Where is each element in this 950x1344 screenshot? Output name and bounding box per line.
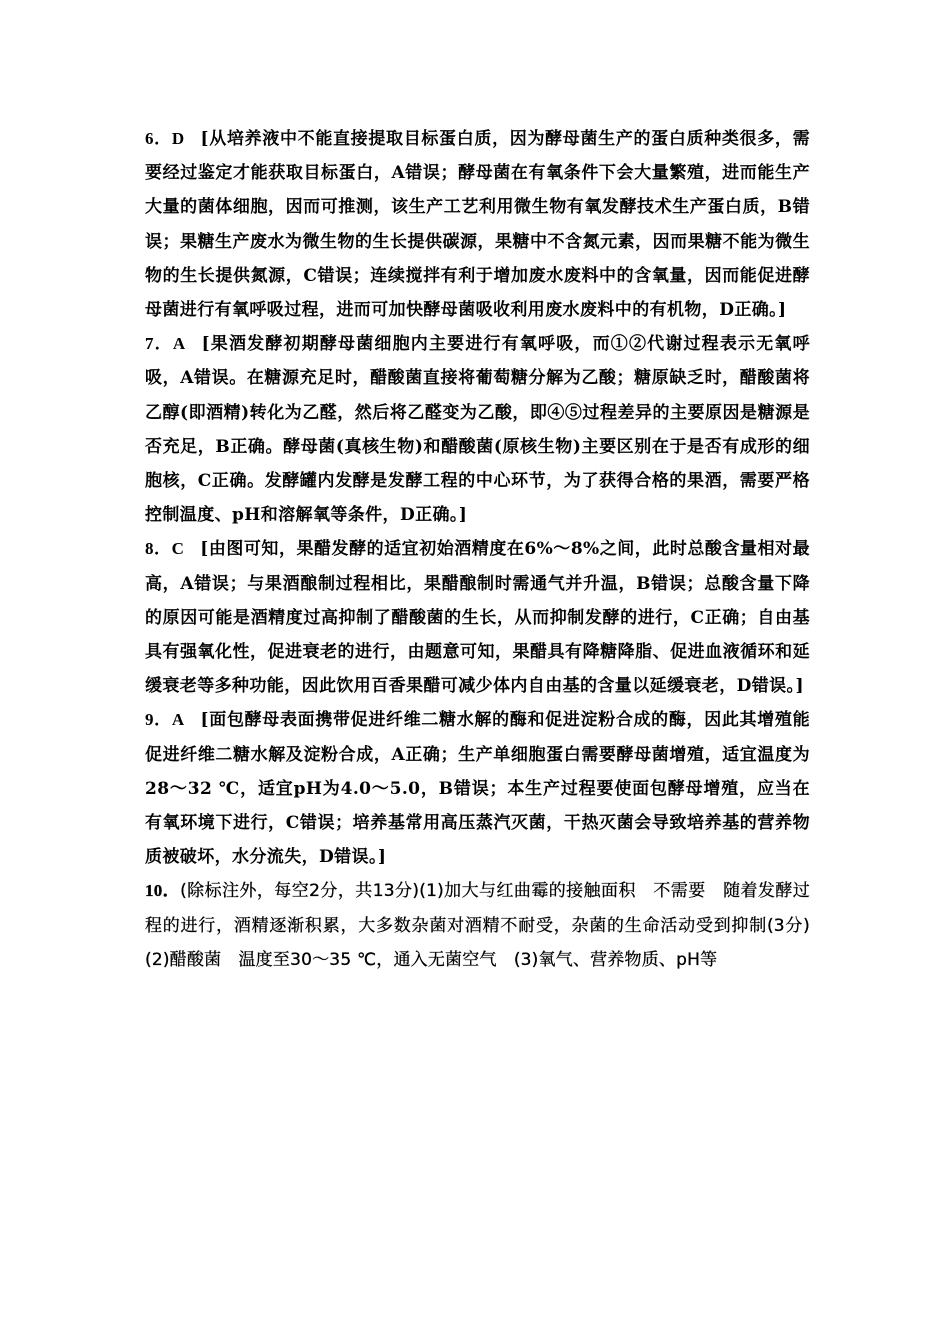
answer-8 [145,532,810,703]
answer-number: 9． [145,710,172,730]
answer-6 [145,122,810,327]
answer-key: A [171,710,185,730]
answer-key: A [172,334,186,354]
answer-explanation: [果酒发酵初期酵母菌细胞内主要进行有氧呼吸，而①②代谢过程表示无氧呼吸，A错误。在糖源充足时，醋酸菌直接将葡萄糖分解为乙酸；糖原缺乏时，醋酸菌将乙醇(即酒精)转化为乙醛，然后将乙醛变为乙酸，即④⑤过程差异的主要原因是糖源是否充足，B正确。酵母菌(真核生物)和醋酸菌(原核生物)主要区别在于是否有成形的细胞核，C正确。发酵罐内发酵是发酵工程的中心环节，为了获得合格的果酒，需要严格控制温度、pH和溶解氧等条件，D正确。] [145,334,810,526]
answer-number: 10． [145,881,181,901]
answer-7 [145,327,810,532]
answer-number: 6． [145,129,172,148]
answer-key: C [171,539,185,559]
answer-page [145,122,828,977]
answer-10 [145,874,828,977]
answer-key: D [171,129,185,148]
answer-number: 7． [145,334,173,354]
answer-9 [145,703,810,874]
answer-explanation: [面包酵母表面携带促进纤维二糖水解的酶和促进淀粉合成的酶，因此其增殖能促进纤维二糖水解及淀粉合成，A正确；生产单细胞蛋白需要酵母菌增殖，适宜温度为28～32 ℃，适宜pH为4.0～5.0，B错误；本生产过程要使面包酵母增殖，应当在有氧环境下进行，C错误；培养基常用高压蒸汽灭菌，干热灭菌会导致培养基的营养物质被破坏，水分流失，D错误。] [145,710,810,868]
answer-explanation: [从培养液中不能直接提取目标蛋白质，因为酵母菌生产的蛋白质种类很多，需要经过鉴定才能获取目标蛋白，A错误；酵母菌在有氧条件下会大量繁殖，进而能生产大量的菌体细胞，因而可推测，该生产工艺利用微生物有氧发酵技术生产蛋白质，B错误；果糖生产废水为微生物的生长提供碳源，果糖中不含氮元素，因而果糖不能为微生物的生长提供氮源，C错误；连续搅拌有利于增加废水废料中的含氧量，因而能促进酵母菌进行有氧呼吸过程，进而可加快酵母菌吸收利用废水废料中的有机物，D正确。] [145,129,810,321]
answer-number: 8． [145,539,172,559]
answer-explanation: [由图可知，果醋发酵的适宜初始酒精度在6%～8%之间，此时总酸含量相对最高，A错误；与果酒酿制过程相比，果醋酿制时需通气并升温，B错误；总酸含量下降的原因可能是酒精度过高抑制了醋酸菌的生长，从而抑制发酵的进行，C正确；自由基具有强氧化性，促进衰老的进行，由题意可知，果醋具有降糖降脂、促进血液循环和延缓衰老等多种功能，因此饮用百香果醋可减少体内自由基的含量以延缓衰老，D错误。] [145,539,810,697]
answer-explanation: (除标注外，每空2分，共13分)(1)加大与红曲霉的接触面积 不需要 随着发酵过程的进行，酒精逐渐积累，大多数杂菌对酒精不耐受，杂菌的生命活动受到抑制(3分) (2)醋酸菌 温度至30～35 ℃，通入无菌空气 (3)氧气、营养物质、pH等 [145,881,828,970]
